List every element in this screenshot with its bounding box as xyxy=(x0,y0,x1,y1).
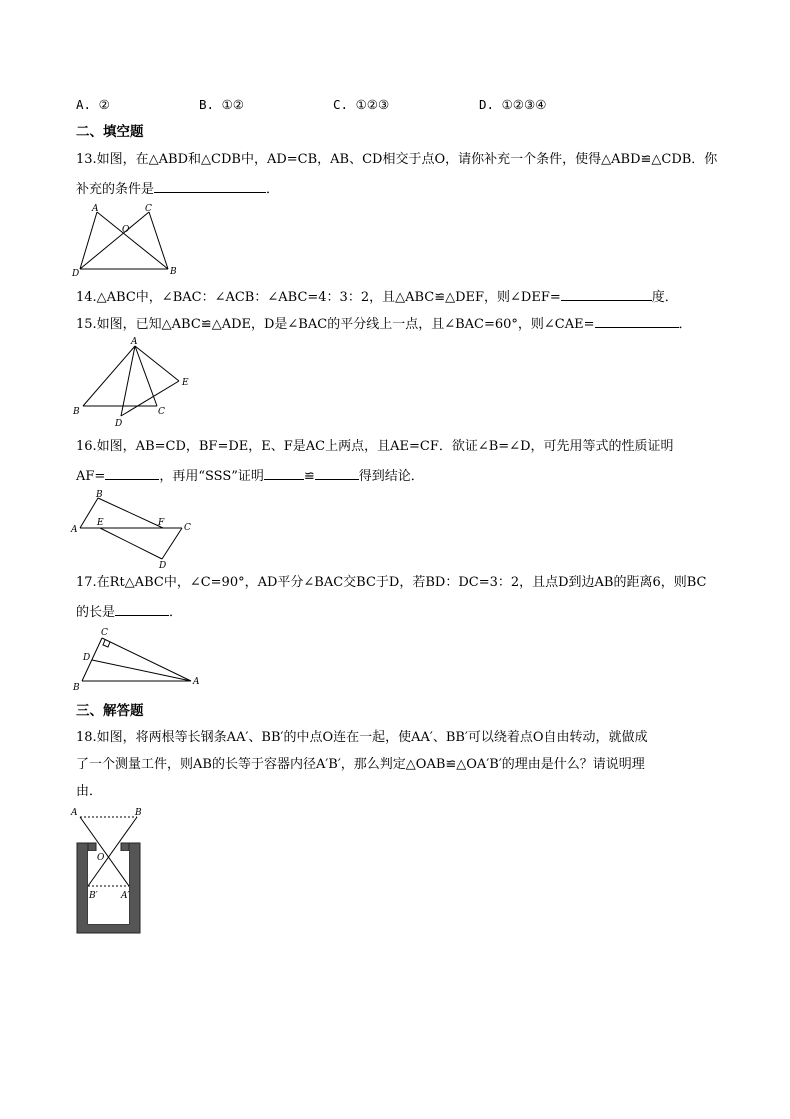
q18-label-b: B xyxy=(135,808,142,818)
q13-label-c: C xyxy=(145,204,152,214)
q17-label-a: A xyxy=(193,677,200,687)
q13-answer-blank[interactable] xyxy=(154,178,266,193)
q16-segment-ab xyxy=(80,498,98,528)
q18-container-lip-right xyxy=(121,843,129,851)
q16-answer-blank-1[interactable] xyxy=(105,465,159,480)
q17-figure xyxy=(70,625,210,695)
q16-label-b: B xyxy=(96,490,103,500)
q17-text-line1: 17.在Rt△ABC中，∠C=90°，AD平分∠BAC交BC于D，若BD：DC=3：2，且点D到边AB的距离6，则BC xyxy=(76,575,707,590)
q14-suffix: 度． xyxy=(651,290,678,305)
option-d: D. ①②③④ xyxy=(479,97,547,112)
q16-answer-blank-2[interactable] xyxy=(264,465,304,480)
q13-text-line1: 13.如图，在△ABD和△CDB中，AD=CB，AB、CD相交于点O，请你补充一个条件，使得△ABD≌△CDB．你 xyxy=(76,152,718,167)
q13-segment-cb xyxy=(149,212,168,269)
q14-answer-blank[interactable] xyxy=(561,286,652,301)
q13-prefix: 补充的条件是 xyxy=(76,182,155,197)
q17-segment-ca xyxy=(102,638,191,681)
q16-text-line1: 16.如图，AB=CD，BF=DE，E、F是AC上两点，且AE=CF．欲证∠B=∠D，可先用等式的性质证明 xyxy=(76,439,674,454)
q18-text-line3: 由． xyxy=(76,784,103,799)
q15-label-e: E xyxy=(182,378,189,388)
q18-text-line2: 了一个测量工件，则AB的长等于容器内径A′B′，那么判定△OAB≌△OA′B′的理由是什么？请说明理 xyxy=(76,757,645,772)
q16-label-e: E xyxy=(97,518,104,528)
q15-label-b: B xyxy=(73,407,80,417)
q13-suffix: ． xyxy=(266,182,280,197)
option-a: A. ② xyxy=(76,97,110,112)
q17-prefix: 的长是 xyxy=(76,605,116,620)
q17-label-d: D xyxy=(83,653,91,663)
q15-label-c: C xyxy=(158,407,165,417)
q16-segment-bf xyxy=(98,498,163,528)
q15-label-a: A xyxy=(131,337,138,347)
q17-text-line2 xyxy=(76,601,182,622)
option-c: C. ①②③ xyxy=(333,97,390,112)
q13-label-o: O xyxy=(122,225,130,235)
q13-label-a: A xyxy=(92,204,99,214)
q14-text xyxy=(76,286,678,307)
option-b: B. ①② xyxy=(199,97,244,112)
q17-suffix: ． xyxy=(169,605,183,620)
q15-segment-ab xyxy=(83,346,135,406)
q17-segment-da xyxy=(92,660,191,681)
q18-container-lip-left xyxy=(88,843,96,851)
section-title-answer: 三、解答题 xyxy=(76,703,144,718)
q15-suffix: ． xyxy=(678,317,692,332)
q18-container-interior xyxy=(88,851,129,924)
q15-figure xyxy=(70,336,200,431)
q17-label-c: C xyxy=(101,628,108,638)
q18-label-a-prime: A′ xyxy=(121,891,130,901)
q18-text-line1: 18.如图，将两根等长钢条AA′、BB′的中点O连在一起，使AA′、BB′可以绕着点O自由转动，就做成 xyxy=(76,730,648,745)
q18-label-b-prime: B′ xyxy=(89,891,98,901)
q17-label-b: B xyxy=(73,683,80,693)
q16-part-b: ，再用“SSS”证明 xyxy=(159,469,264,484)
q18-label-o: O xyxy=(97,853,105,863)
q16-label-a: A xyxy=(71,525,78,535)
q13-figure xyxy=(70,203,180,278)
q16-segment-dc xyxy=(162,528,182,559)
q13-segment-ad xyxy=(80,212,97,269)
q13-segment-ab xyxy=(97,212,168,269)
q13-text-line2 xyxy=(76,178,279,199)
q16-label-c: C xyxy=(184,523,191,533)
q16-label-f: F xyxy=(158,518,165,528)
q15-answer-blank[interactable] xyxy=(595,313,679,328)
q16-part-c: ≌ xyxy=(303,469,315,484)
q15-label-d: D xyxy=(115,419,123,429)
q18-label-a: A xyxy=(71,808,78,818)
q14-prefix: 14.△ABC中，∠BAC：∠ACB：∠ABC=4：3：2，且△ABC≌△DEF，则∠DEF= xyxy=(76,290,561,305)
q16-text-line2 xyxy=(76,465,424,486)
q16-part-a: AF= xyxy=(76,469,106,484)
q15-prefix: 15.如图，已知△ABC≌△ADE，D是∠BAC的平分线上一点，且∠BAC=60°，则∠CAE= xyxy=(76,317,595,332)
q16-segment-ed xyxy=(100,528,162,559)
q15-text xyxy=(76,313,692,334)
q18-figure xyxy=(68,805,153,937)
q16-answer-blank-3[interactable] xyxy=(315,465,359,480)
q13-segment-cd xyxy=(80,212,149,269)
q16-label-d: D xyxy=(159,561,167,571)
q16-figure xyxy=(70,490,200,570)
q13-label-d: D xyxy=(72,269,80,279)
q16-part-d: 得到结论． xyxy=(358,469,424,484)
q13-label-b: B xyxy=(170,267,177,277)
section-title-fill-in: 二、填空题 xyxy=(76,124,144,139)
q17-answer-blank[interactable] xyxy=(115,601,169,616)
